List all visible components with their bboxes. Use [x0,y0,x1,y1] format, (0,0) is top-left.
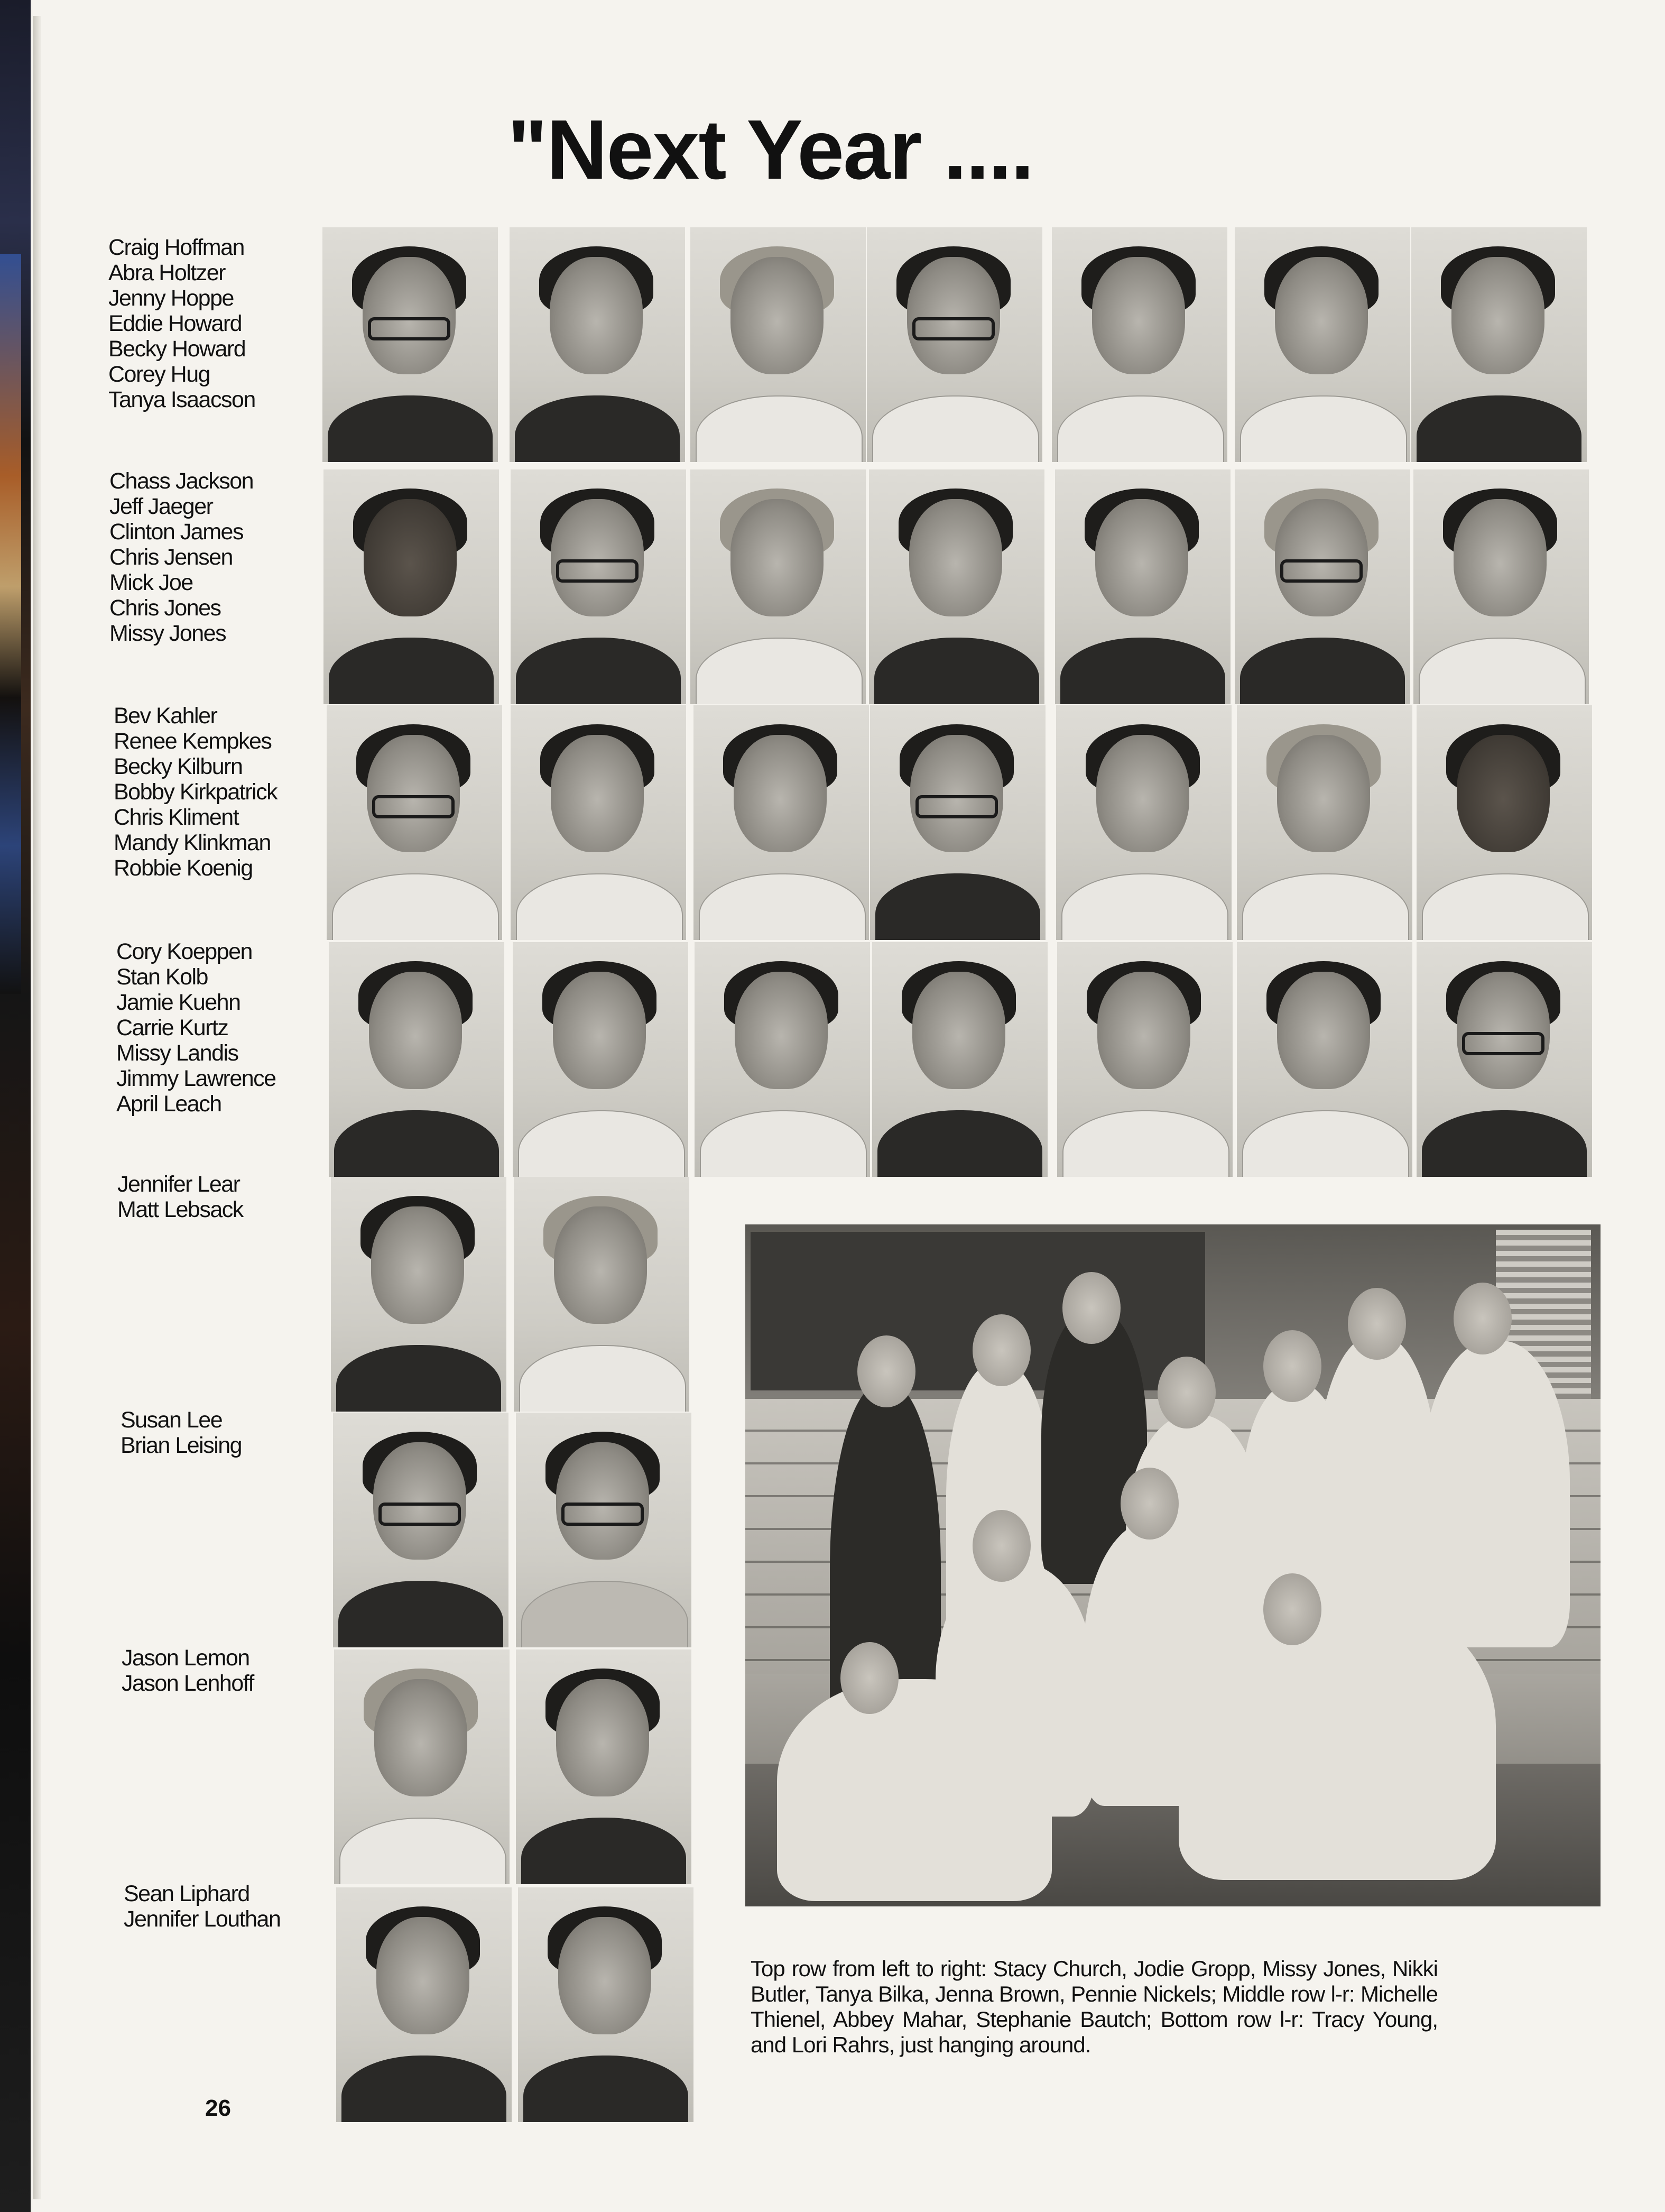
student-name: Brian Leising [121,1433,242,1458]
student-name: Matt Lebsack [117,1197,243,1222]
student-name: Robbie Koenig [114,855,253,881]
name-list-row-5 [117,1172,243,1222]
student-name: Tanya Isaacson [108,387,255,412]
student-portrait [513,942,688,1177]
name-list-row-2 [109,468,253,646]
student-portrait [518,1887,693,2122]
student-portrait [1237,942,1412,1177]
student-name: Becky Kilburn [114,754,243,779]
name-list-row-7 [122,1645,254,1696]
student-portrait [1417,942,1592,1177]
student-portrait [870,705,1046,940]
student-name: Cory Koeppen [116,939,252,964]
student-portrait [690,227,866,462]
name-list-row-4 [116,939,276,1117]
student-name: April Leach [116,1091,221,1117]
student-portrait [516,1413,691,1647]
student-name: Jason Lemon [122,1645,249,1671]
student-name: Sean Liphard [124,1881,249,1906]
student-name: Becky Howard [108,336,246,362]
student-name: Jennifer Lear [117,1172,240,1197]
student-portrait [872,942,1048,1177]
student-portrait [331,1177,506,1412]
student-portrait [322,227,498,462]
student-portrait [1237,705,1412,940]
student-name: Jimmy Lawrence [116,1066,276,1091]
name-list-row-6 [121,1407,242,1458]
student-portrait [1056,705,1232,940]
student-portrait [516,1649,691,1884]
student-name: Clinton James [109,519,243,545]
student-portrait [1057,942,1233,1177]
page-edge-shadow [33,16,41,2199]
student-name: Jennifer Louthan [124,1906,281,1932]
student-name: Missy Landis [116,1040,238,1066]
student-name: Abra Holtzer [108,260,225,285]
student-name: Chass Jackson [109,468,254,494]
name-list-row-8 [124,1881,280,1932]
student-name: Jenny Hoppe [108,285,234,311]
student-name: Bobby Kirkpatrick [114,779,278,805]
student-portrait [1235,227,1410,462]
student-portrait [329,942,504,1177]
student-portrait [690,469,866,704]
page-number: 26 [205,2095,231,2121]
group-photo [745,1224,1601,1906]
spine-cover-art [0,254,21,994]
student-name: Missy Jones [109,621,226,646]
student-portrait [327,705,502,940]
name-list-row-3 [114,703,277,881]
student-name: Susan Lee [121,1407,223,1433]
name-list-row-1 [108,235,255,412]
student-name: Corey Hug [108,362,210,387]
student-portrait [511,705,686,940]
student-name: Craig Hoffman [108,235,244,260]
student-portrait [333,1413,508,1647]
student-portrait [1417,705,1592,940]
student-portrait [1411,227,1587,462]
student-portrait [869,469,1044,704]
student-name: Renee Kempkes [114,729,272,754]
student-name: Jason Lenhoff [122,1671,254,1696]
student-portrait [1413,469,1589,704]
student-portrait [323,469,499,704]
student-portrait [334,1649,510,1884]
group-photo-caption: Top row from left to right: Stacy Church, Jodie Gropp, Missy Jones, Nikki Butler, Tanya Bilka, Jenna Brown, Pennie Nickels; Middle row l-r: Michelle Thienel, Abbey Mahar, Stephanie Bautch; Bottom row l-r: Tracy Young, and Lori Rahrs, just hanging around. [751,1956,1438,2057]
student-name: Carrie Kurtz [116,1015,228,1040]
student-name: Chris Jones [109,595,221,621]
student-name: Chris Jensen [109,545,233,570]
student-name: Jamie Kuehn [116,990,240,1015]
page-title: "Next Year .... [507,102,1033,197]
student-portrait [1052,227,1227,462]
student-name: Jeff Jaeger [109,494,213,519]
student-portrait [1055,469,1231,704]
student-portrait [867,227,1042,462]
student-portrait [336,1887,512,2122]
student-name: Mick Joe [109,570,193,595]
student-portrait [511,469,686,704]
student-name: Chris Kliment [114,805,239,830]
student-portrait [510,227,685,462]
student-name: Stan Kolb [116,964,208,990]
student-name: Bev Kahler [114,703,217,729]
student-portrait [695,942,870,1177]
student-portrait [514,1177,689,1412]
student-name: Eddie Howard [108,311,242,336]
student-name: Mandy Klinkman [114,830,271,855]
student-portrait [693,705,869,940]
student-portrait [1235,469,1410,704]
